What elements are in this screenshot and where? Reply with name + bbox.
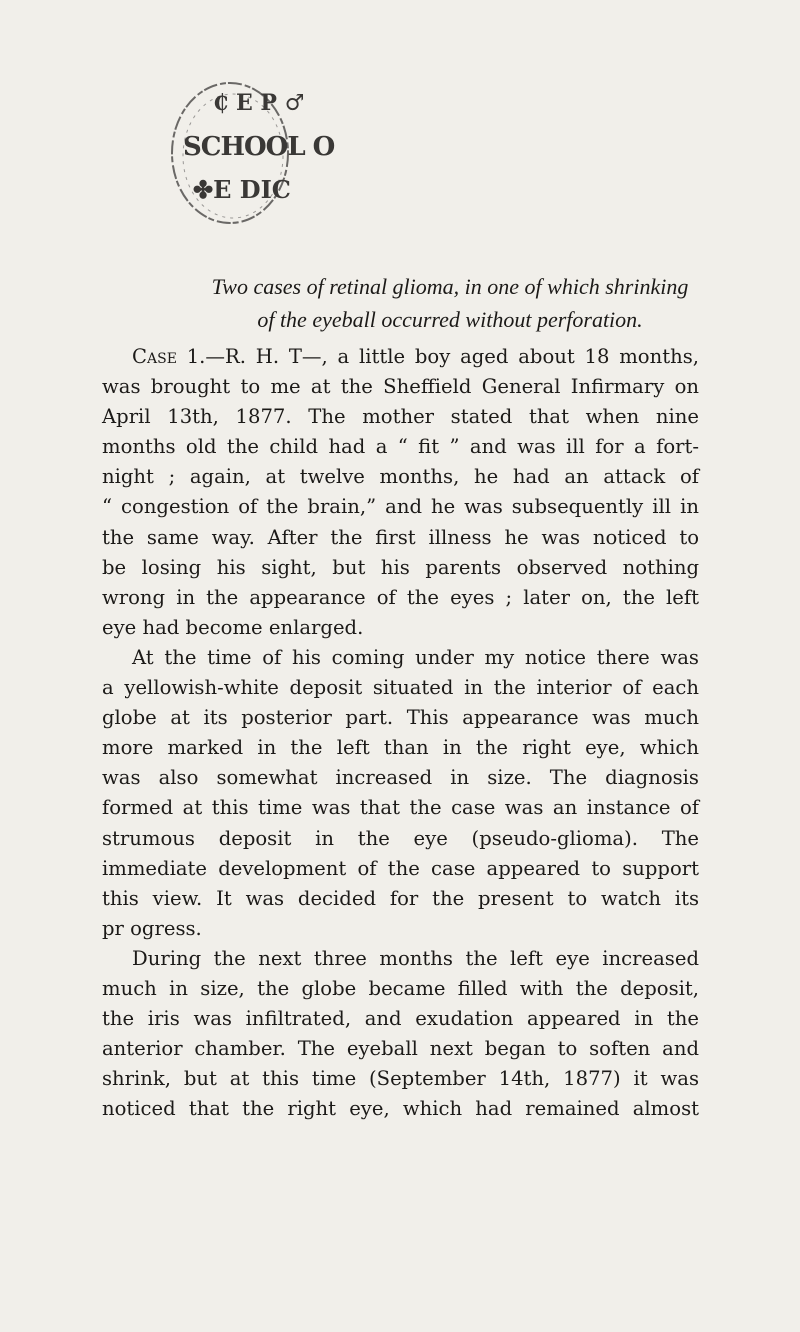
text-line: Case 1.—R. H. T—, a little boy aged about 18 months, — [132, 345, 699, 368]
text-line: April 13th, 1877. The mother stated that when nine — [102, 405, 699, 429]
text-line: the iris was infiltrated, and exudation appeared in the — [102, 1007, 699, 1031]
text-line: shrink, but at this time (September 14th, 1877) it was — [102, 1067, 699, 1091]
text-line: a yellowish-white deposit situated in the interior of each — [102, 676, 699, 700]
paragraph-2 — [102, 643, 699, 944]
article-body — [102, 342, 699, 1124]
text-line: pr ogress. — [102, 916, 202, 940]
text-line: the same way. After the first illness he was noticed to — [102, 525, 699, 549]
svg-text:SCHOOL OF MEDICINE: SCHOOL OF MEDICINE — [155, 58, 168, 59]
library-stamp-icon — [155, 58, 335, 258]
text-line: was also somewhat increased in size. The diagnosis — [102, 766, 699, 790]
text-line: noticed that the right eye, which had remained almost — [102, 1097, 699, 1121]
text-line: night ; again, at twelve months, he had an attack of — [102, 465, 699, 489]
title-line-2: of the eyeball occurred without perforation. — [257, 307, 643, 332]
svg-text:SCHOOL O: SCHOOL O — [183, 132, 335, 162]
svg-text:✤E DIC: ✤E DIC — [193, 175, 291, 204]
text-line: this view. It was decided for the present to watch its — [102, 886, 699, 910]
text-line: anterior chamber. The eyeball next began to soften and — [102, 1037, 699, 1061]
text-line: much in size, the globe became filled with the deposit, — [102, 976, 699, 1000]
library-stamp — [155, 58, 335, 258]
text-line: more marked in the left than in the right eye, which — [102, 736, 699, 760]
title-line-1: Two cases of retinal glioma, in one of which shrinking — [211, 274, 689, 299]
paragraph-3 — [102, 944, 699, 1125]
text-line: “ congestion of the brain,” and he was subsequently ill in — [102, 495, 699, 519]
text-line: globe at its posterior part. This appearance was much — [102, 706, 699, 730]
paragraph-case-1 — [102, 342, 699, 643]
svg-text:₵ E P ♂: ₵ E P ♂ — [213, 90, 305, 116]
text-line: During the next three months the left eye increased — [132, 946, 699, 970]
text-line: wrong in the appearance of the eyes ; later on, the left — [102, 585, 699, 609]
case-label: Case — [132, 345, 177, 368]
text-line: formed at this time was that the case was an instance of — [102, 796, 699, 820]
article-title — [140, 270, 760, 336]
text-line: be losing his sight, but his parents observed nothing — [102, 555, 699, 579]
text-line: was brought to me at the Sheffield General Infirmary on — [102, 375, 699, 399]
text-line: At the time of his coming under my notice there was — [132, 645, 699, 669]
text-line: strumous deposit in the eye (pseudo-glioma). The — [102, 826, 699, 850]
text-line: eye had become enlarged. — [102, 615, 364, 639]
text-line: months old the child had a “ fit ” and was ill for a fort- — [102, 435, 699, 459]
text-line: immediate development of the case appeared to support — [102, 856, 699, 880]
